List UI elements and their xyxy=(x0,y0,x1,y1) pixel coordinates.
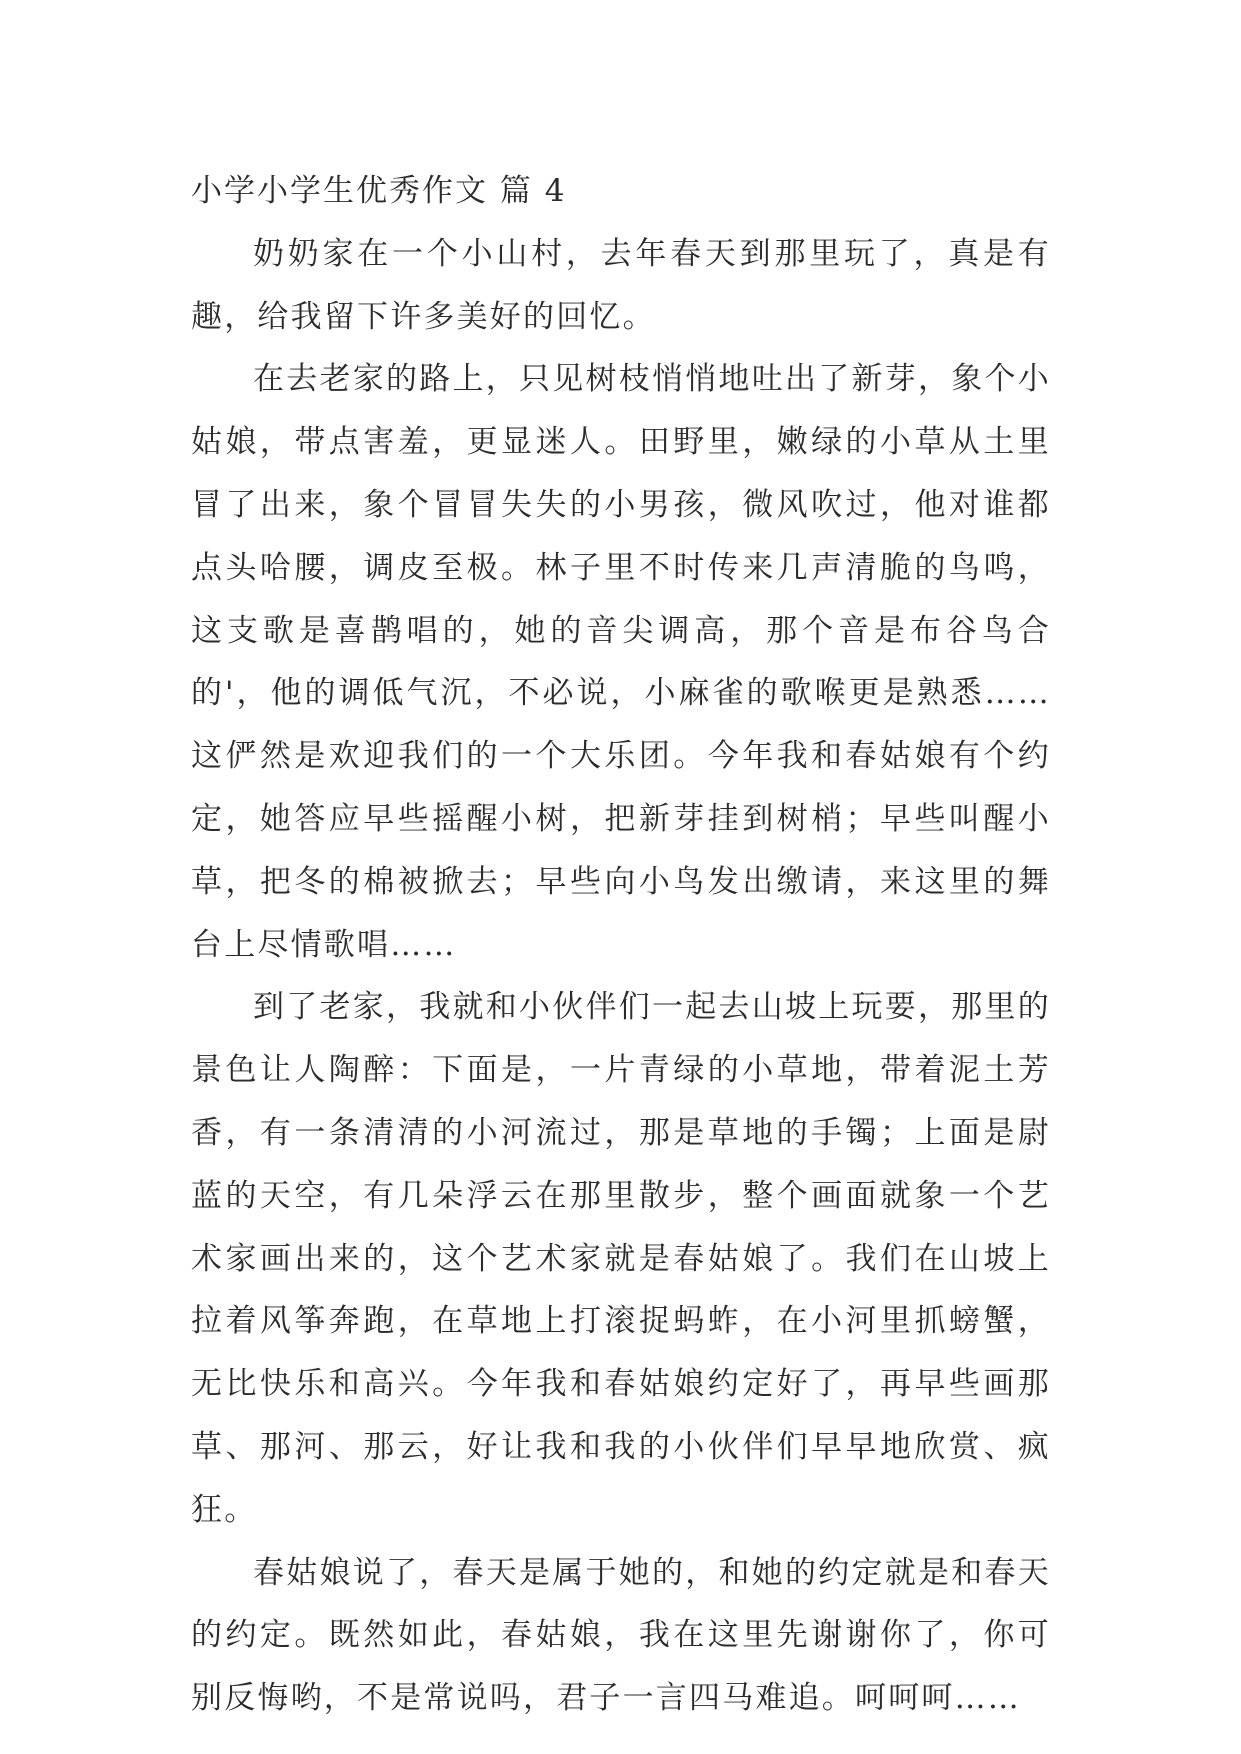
essay-title: 小学小学生优秀作文 篇 4 xyxy=(191,173,567,209)
paragraph-3: 到了老家，我就和小伙伴们一起去山坡上玩要，那里的景色让人陶醉：下面是，一片青绿的小草地，带着泥土芳香，有一条清清的小河流过，那是草地的手镯；上面是尉蓝的天空，有几朵浮云在那里散步，整个画面就象一个艺术家画出来的，这个艺术家就是春姑娘了。我们在山坡上拉着风筝奔跑，在草地上打滚捉蚂蚱，在小河里抓螃蟹，无比快乐和高兴。今年我和春姑娘约定好了，再早些画那草、那河、那云，好让我和我的小伙伴们早早地欣赏、疯狂。 xyxy=(191,989,1051,1528)
document-body xyxy=(191,160,1051,1730)
paragraph-4: 春姑娘说了，春天是属于她的，和她的约定就是和春天的约定。既然如此，春姑娘，我在这里先谢谢你了，你可别反悔哟，不是常说吗，君子一言四马难追。呵呵呵…… xyxy=(191,1554,1051,1717)
paragraph-2: 在去老家的路上，只见树枝悄悄地吐出了新芽，象个小姑娘，带点害羞，更显迷人。田野里，嫩绿的小草从土里冒了出来，象个冒冒失失的小男孩，微风吹过，他对谁都点头哈腰，调皮至极。林子里不时传来几声清脆的鸟鸣，这支歌是喜鹊唱的，她的音尖调高，那个音是布谷鸟合的'，他的调低气沉，不必说，小麻雀的歌喉更是熟悉……这俨然是欢迎我们的一个大乐团。今年我和春姑娘有个约定，她答应早些摇醒小树，把新芽挂到树梢；早些叫醒小草，把冬的棉被掀去；早些向小鸟发出缴请，来这里的舞台上尽情歌唱…… xyxy=(191,361,1051,963)
paragraph-1: 奶奶家在一个小山村，去年春天到那里玩了，真是有趣，给我留下许多美好的回忆。 xyxy=(191,235,1051,335)
